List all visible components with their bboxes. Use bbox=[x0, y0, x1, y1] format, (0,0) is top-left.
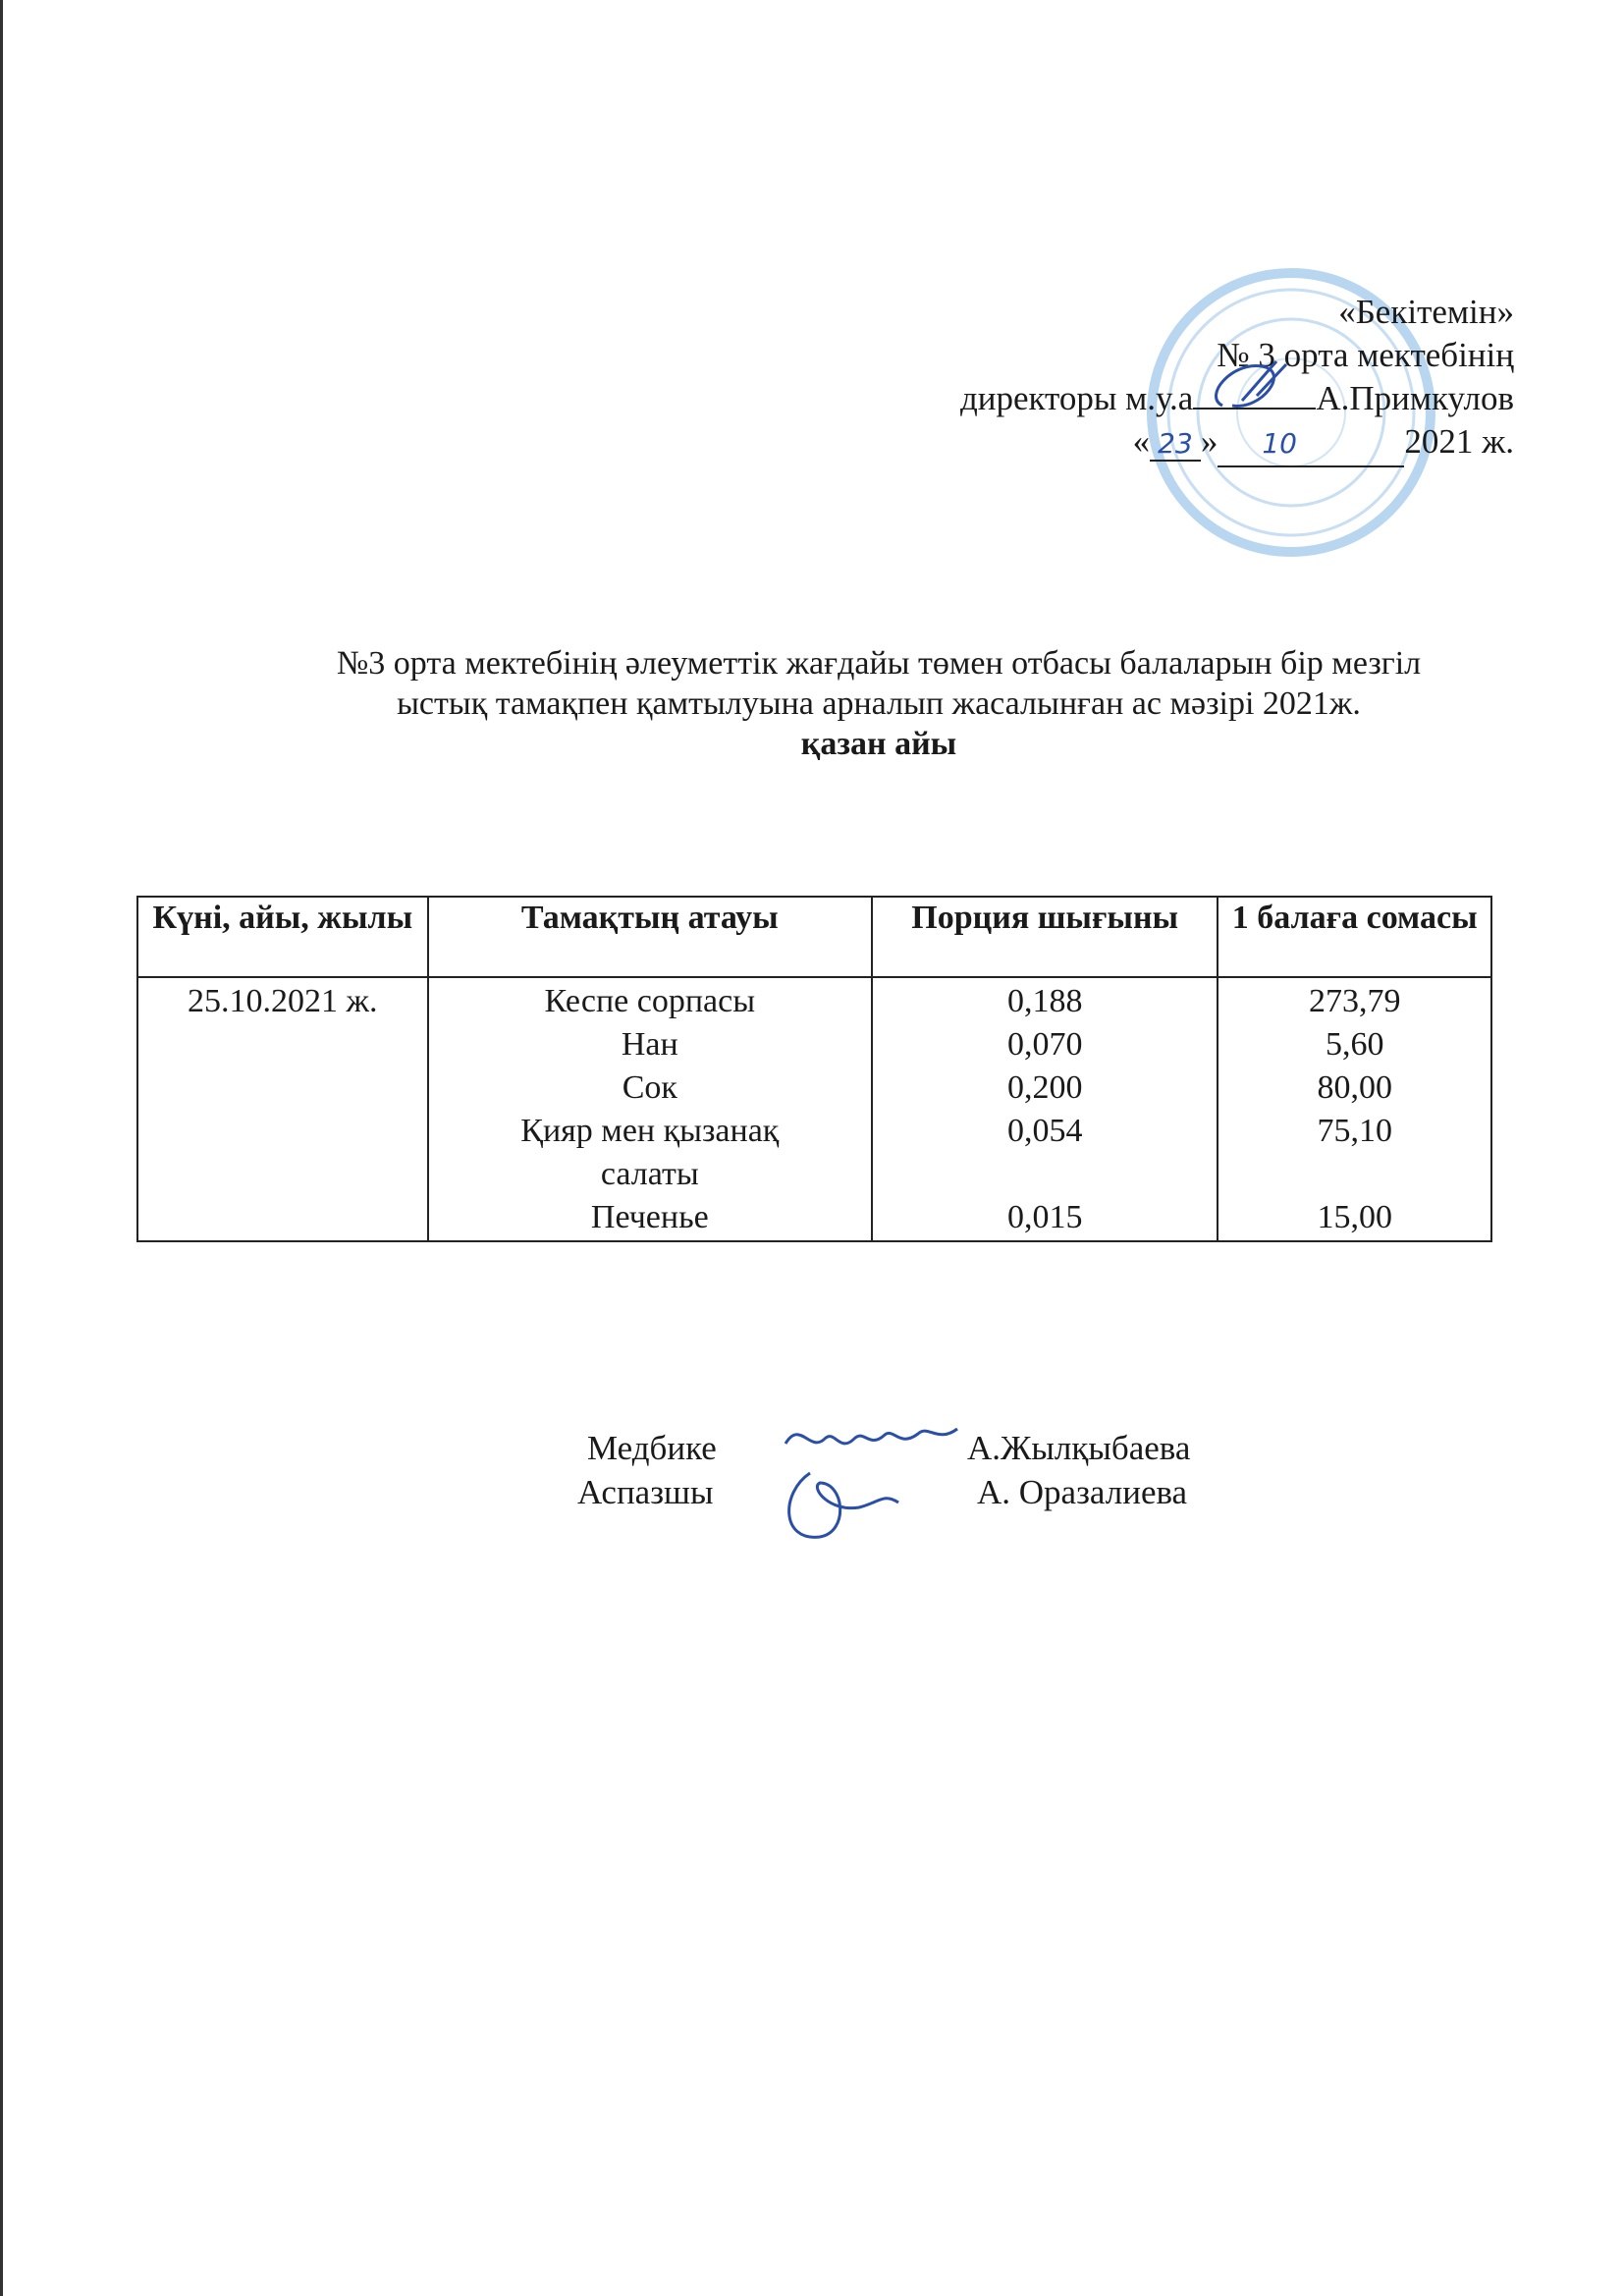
handwritten-signatures bbox=[771, 1414, 967, 1552]
portion-value: 0,054 bbox=[1006, 1113, 1083, 1149]
approval-heading: «Бекітемін» bbox=[1338, 293, 1514, 331]
approval-block bbox=[960, 291, 1514, 467]
portion-cell bbox=[872, 977, 1218, 1241]
cook-role: Аспазшы bbox=[577, 1473, 714, 1511]
date-month: 10 bbox=[1218, 422, 1404, 467]
header-sum: 1 балаға сомасы bbox=[1218, 897, 1491, 977]
approval-school: № 3 орта мектебінің bbox=[1217, 336, 1514, 374]
cook-name: А. Оразалиева bbox=[977, 1473, 1188, 1511]
sum-value: 15,00 bbox=[1317, 1199, 1392, 1235]
header-date: Күні, айы, жылы bbox=[137, 897, 428, 977]
approval-date: « 23 » 10 2021 ж. bbox=[960, 420, 1514, 467]
title-month: қазан айы bbox=[800, 726, 957, 762]
title-line-2: ыстық тамақпен қамтылуына арналып жасалынған ас мәзірі 2021ж. bbox=[397, 685, 1361, 722]
document-title bbox=[196, 643, 1561, 764]
scan-edge bbox=[0, 0, 3, 2296]
sum-cell bbox=[1218, 977, 1491, 1241]
table-header-row bbox=[137, 897, 1491, 977]
portion-value: 0,200 bbox=[1006, 1069, 1083, 1106]
title-line-1: №3 орта мектебінің әлеуметтік жағдайы төмен отбасы балаларын бір мезгіл bbox=[336, 645, 1422, 682]
table-row bbox=[137, 977, 1491, 1241]
dish-name: Кеспе сорпасы bbox=[544, 983, 756, 1019]
director-signature bbox=[1193, 378, 1316, 410]
header-portion: Порция шығыны bbox=[872, 897, 1218, 977]
dish-name: Қияр мен қызанақ салаты bbox=[520, 1113, 780, 1192]
header-dish: Тамақтың атауы bbox=[428, 897, 872, 977]
sum-value: 75,10 bbox=[1317, 1113, 1392, 1149]
date-year: 2021 ж. bbox=[1404, 422, 1514, 461]
nurse-role: Медбике bbox=[587, 1429, 717, 1467]
portion-value: 0,188 bbox=[1006, 983, 1083, 1019]
sum-value: 80,00 bbox=[1317, 1069, 1392, 1106]
dish-name: Печенье bbox=[590, 1199, 709, 1235]
sum-value: 5,60 bbox=[1325, 1026, 1384, 1063]
dish-name: Нан bbox=[621, 1026, 678, 1063]
portion-value: 0,015 bbox=[1006, 1199, 1083, 1235]
dish-name: Сок bbox=[622, 1069, 677, 1106]
director-name: А.Примкулов bbox=[1316, 379, 1514, 417]
portion-value: 0,070 bbox=[1006, 1026, 1083, 1063]
menu-table bbox=[136, 896, 1492, 1242]
approval-director-line bbox=[960, 377, 1514, 420]
dish-cell bbox=[428, 977, 872, 1241]
sum-value: 273,79 bbox=[1308, 983, 1401, 1019]
director-label: директоры м.у.а bbox=[959, 379, 1194, 417]
nurse-name: А.Жылқыбаева bbox=[967, 1429, 1191, 1467]
date-cell: 25.10.2021 ж. bbox=[137, 977, 428, 1241]
date-day: 23 bbox=[1150, 427, 1201, 462]
